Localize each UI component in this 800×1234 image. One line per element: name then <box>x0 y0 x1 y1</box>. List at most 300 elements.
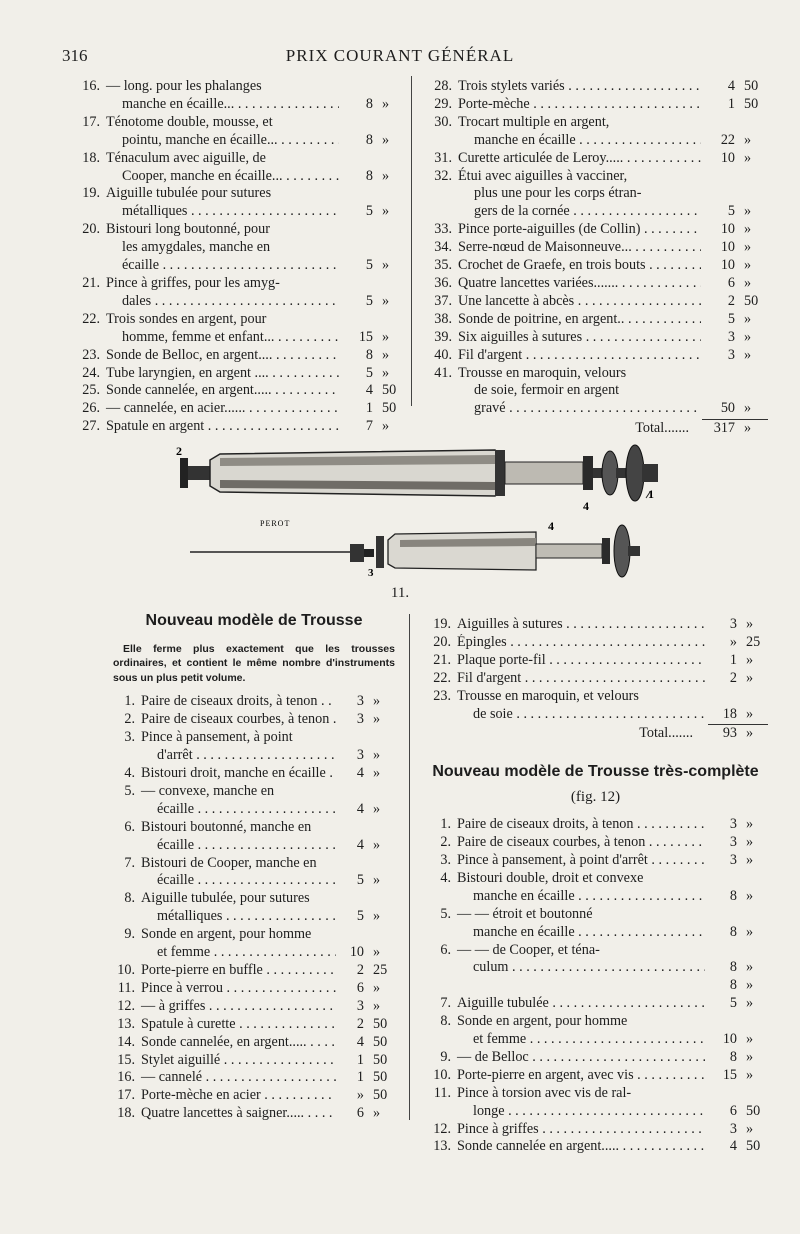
price-francs: 6 <box>727 274 735 291</box>
item-description: plus une pour les corps étran- <box>474 185 642 202</box>
item-number-spacer <box>113 908 135 926</box>
item-number: 1. <box>124 693 135 710</box>
item-description: Sonde de Belloc, en argent.... . . . <box>100 347 339 365</box>
item-description: Bistouri double, droit et convexe <box>457 869 644 886</box>
item-description: d'arrêt . . . <box>135 747 336 765</box>
price-centimes: 25 <box>746 633 761 650</box>
list-item-line <box>74 275 402 293</box>
price-francs: 317 <box>713 420 735 437</box>
price-francs: 8 <box>729 959 737 976</box>
item-description: Une lancette à abcès . . . <box>452 293 701 311</box>
price-centimes: 50 <box>744 95 759 112</box>
list-item <box>420 96 768 114</box>
item-number: 7. <box>124 854 135 871</box>
item-description: écaille . . . <box>100 257 339 275</box>
price <box>701 132 768 150</box>
item-number-spacer <box>420 203 452 221</box>
price-francs: 8 <box>729 887 737 904</box>
list-item-line <box>420 365 768 383</box>
price <box>705 852 768 870</box>
item-number: 4. <box>124 765 135 782</box>
item-number: 17. <box>82 113 100 130</box>
price <box>705 725 768 743</box>
price <box>705 834 768 852</box>
price <box>705 1121 768 1139</box>
item-number-spacer <box>113 747 135 765</box>
list-item <box>423 942 768 996</box>
price-centimes: » <box>744 239 752 256</box>
item-number-spacer <box>423 725 451 743</box>
price-centimes: » <box>373 800 381 817</box>
item-description: Sonde cannelée, en argent..... . . . <box>135 1034 336 1052</box>
price-francs: 6 <box>356 979 364 996</box>
price-centimes: » <box>373 997 381 1014</box>
price <box>336 908 395 926</box>
list-item <box>420 221 768 239</box>
item-number: 3. <box>440 851 451 868</box>
price-francs: 3 <box>356 747 364 764</box>
list-item-line <box>113 998 395 1016</box>
item-description: Pince à pansement, à point d'arrêt . . . <box>451 852 705 870</box>
price-centimes: 25 <box>373 962 388 978</box>
price-centimes: » <box>746 923 754 940</box>
item-number-spacer <box>74 293 100 311</box>
list-item-line <box>113 872 395 890</box>
item-number: 8. <box>440 1013 451 1030</box>
item-description: écaille . . . <box>135 801 336 819</box>
list-item-line <box>74 400 402 418</box>
list-item-line <box>423 1103 768 1121</box>
list-item-line <box>420 203 768 221</box>
item-number-spacer <box>423 706 451 724</box>
item-description: Stylet aiguillé . . . <box>135 1052 336 1070</box>
item-number-spacer <box>423 959 451 977</box>
price <box>705 1138 768 1156</box>
price-francs: 93 <box>722 725 737 742</box>
item-number: 24. <box>82 364 100 381</box>
list-item-line <box>74 347 402 365</box>
list-item-line <box>423 888 768 906</box>
price <box>701 275 768 293</box>
price-centimes: 50 <box>382 400 397 417</box>
price <box>339 293 402 311</box>
item-description: culum . . . <box>451 959 705 977</box>
list-item <box>423 995 768 1013</box>
price-centimes: 50 <box>373 1033 388 1050</box>
list-item-line <box>420 293 768 311</box>
list-item-line <box>113 1069 395 1087</box>
price-francs: 18 <box>722 705 737 722</box>
price-francs: 5 <box>365 257 373 274</box>
item-number: 32. <box>434 167 452 184</box>
price <box>336 801 395 819</box>
price <box>701 96 768 114</box>
large-syringe-illustration <box>180 445 658 501</box>
item-number: 4. <box>440 869 451 886</box>
price-centimes: » <box>746 959 754 976</box>
item-number: 23. <box>82 346 100 363</box>
list-item-line <box>74 311 402 329</box>
list-item <box>113 765 395 783</box>
price <box>701 400 768 418</box>
list-item-line <box>420 96 768 114</box>
item-number-spacer <box>113 872 135 890</box>
price <box>336 693 395 711</box>
price-centimes: » <box>744 257 752 274</box>
price <box>336 998 395 1016</box>
price <box>339 96 402 114</box>
list-item <box>423 670 768 688</box>
list-item <box>423 616 768 634</box>
item-description: Trousse en maroquin, velours <box>458 364 627 381</box>
price-centimes: » <box>744 420 752 437</box>
price-francs: 3 <box>729 1120 737 1137</box>
price-centimes: » <box>373 979 381 996</box>
price-centimes: » <box>373 872 381 889</box>
price-francs: 10 <box>720 149 735 166</box>
price-centimes: » <box>746 705 754 722</box>
list-item <box>113 1034 395 1052</box>
list-item <box>420 168 768 222</box>
price <box>336 872 395 890</box>
item-description: longe . . . <box>451 1103 705 1121</box>
item-number: 41. <box>434 364 452 381</box>
price-centimes: » <box>744 310 752 327</box>
item-number: 13. <box>117 1015 135 1032</box>
item-description: Paire de ciseaux courbes, à tenon . . . <box>135 711 336 729</box>
item-description: Bistouri long boutonné, pour <box>106 221 270 238</box>
item-description: Quatre lancettes à saigner..... . . . <box>135 1105 336 1123</box>
price-centimes: » <box>746 851 754 868</box>
price <box>701 311 768 329</box>
bottom-right-section <box>423 616 768 1156</box>
item-number-spacer <box>423 888 451 906</box>
list-item-line <box>113 693 395 711</box>
item-number: 10. <box>117 962 135 978</box>
item-number: 18. <box>117 1105 135 1122</box>
price <box>336 1052 395 1070</box>
price <box>701 347 768 365</box>
instrument-figure-11 <box>150 430 680 580</box>
item-number: 3. <box>124 729 135 746</box>
item-number: 38. <box>434 310 452 327</box>
item-description: les amygdales, manche en <box>122 239 271 256</box>
price-centimes: » <box>373 944 381 961</box>
price <box>701 257 768 275</box>
price-francs: 50 <box>720 400 735 417</box>
item-description: Porte-pierre en buffle . . . <box>135 962 336 980</box>
list-item <box>423 1013 768 1049</box>
item-description: Pince à griffes, pour les amyg- <box>106 274 280 291</box>
price-francs: 2 <box>356 962 364 978</box>
price <box>701 78 768 96</box>
list-item-line <box>74 293 402 311</box>
price-francs: 8 <box>365 131 373 148</box>
list-item <box>420 150 768 168</box>
item-number: 12. <box>117 997 135 1014</box>
price-centimes: 50 <box>373 1069 388 1086</box>
list-item <box>420 329 768 347</box>
list-item-line <box>420 329 768 347</box>
price-centimes: 50 <box>744 78 759 94</box>
item-number-spacer <box>74 96 100 114</box>
list-item-line <box>113 908 395 926</box>
list-item-line <box>423 870 768 888</box>
column-divider <box>411 76 412 406</box>
price-centimes: » <box>373 711 381 728</box>
item-number: 6. <box>440 941 451 958</box>
page-header <box>0 46 800 70</box>
price-francs: 3 <box>727 328 735 345</box>
item-number: 14. <box>117 1033 135 1050</box>
item-description: Ténaculum avec aiguille, de <box>106 149 266 166</box>
item-number: 17. <box>117 1087 135 1104</box>
price-centimes: » <box>746 834 754 851</box>
figure-label-2: 2 <box>176 444 182 458</box>
item-description: — de Belloc . . . <box>451 1049 705 1067</box>
list-item <box>420 293 768 311</box>
price-centimes: » <box>746 1066 754 1083</box>
item-number: 37. <box>434 292 452 309</box>
item-description: Sonde cannelée, en argent..... . . . <box>100 382 339 400</box>
item-description: Six aiguilles à sutures . . . <box>452 329 701 347</box>
list-item-line <box>423 1121 768 1139</box>
price-francs: 1 <box>365 400 373 417</box>
list-item <box>74 365 402 383</box>
item-description: Aiguille tubulée, pour sutures <box>141 890 310 907</box>
list-item <box>423 852 768 870</box>
price-francs: 1 <box>729 651 737 668</box>
price-centimes: » <box>382 257 390 274</box>
item-number-spacer <box>74 203 100 221</box>
item-number: 30. <box>434 113 452 130</box>
price-francs: 5 <box>365 292 373 309</box>
column-divider-bottom <box>409 614 410 1120</box>
list-item-line <box>423 906 768 924</box>
section-description: Elle ferme plus exactement que les trousses ordinaires, et contient le même nombre d'instruments sous un plus petit volume. <box>113 642 395 684</box>
item-description: Sonde en argent, pour homme <box>141 926 312 943</box>
price-centimes: » <box>373 908 381 925</box>
list-item-line <box>420 132 768 150</box>
price <box>701 221 768 239</box>
price <box>705 816 768 834</box>
item-number: 21. <box>82 274 100 291</box>
price-francs: 2 <box>356 1015 364 1032</box>
price-francs: » <box>729 633 737 650</box>
price-centimes: » <box>382 95 390 112</box>
list-item <box>420 347 768 365</box>
price-francs: 8 <box>729 923 737 940</box>
price-francs: 4 <box>356 800 364 817</box>
top-left-price-list <box>74 78 402 436</box>
item-number-spacer <box>423 1103 451 1121</box>
list-item-line <box>113 1034 395 1052</box>
item-description: Trois sondes en argent, pour <box>106 310 267 327</box>
item-number-spacer <box>74 329 100 347</box>
list-item-line <box>423 688 768 706</box>
list-item-line <box>74 114 402 132</box>
item-number: 11. <box>433 1084 451 1101</box>
item-description: Plaque porte-fil . . . <box>451 652 705 670</box>
item-number: 22. <box>433 669 451 686</box>
price-francs: 5 <box>727 203 735 220</box>
list-item <box>74 400 402 418</box>
list-item-line <box>113 855 395 873</box>
price <box>701 329 768 347</box>
item-description: Spatule à curette . . . <box>135 1016 336 1034</box>
item-description: et femme . . . <box>135 944 336 962</box>
item-number-spacer <box>113 801 135 819</box>
list-item-line <box>74 96 402 114</box>
item-number-spacer <box>423 1031 451 1049</box>
list-item-line <box>74 132 402 150</box>
price <box>705 1103 768 1121</box>
item-number: 29. <box>434 95 452 112</box>
item-number: 10. <box>433 1066 451 1083</box>
price-francs: 3 <box>356 997 364 1014</box>
item-description: Pince porte-aiguilles (de Collin) . . . <box>452 221 701 239</box>
list-item-line <box>420 257 768 275</box>
list-item-line <box>423 1085 768 1103</box>
price-francs: 22 <box>720 131 735 148</box>
price <box>705 1031 768 1049</box>
figure-label-4a: 4 <box>583 499 589 513</box>
item-number: 23. <box>433 687 451 704</box>
price <box>705 888 768 906</box>
item-number: 16. <box>117 1069 135 1086</box>
list-item <box>420 78 768 96</box>
price <box>705 977 768 995</box>
item-description: Pince à torsion avec vis de ral- <box>457 1084 632 1101</box>
item-description: Épingles . . . <box>451 634 705 652</box>
price-centimes: 50 <box>744 292 759 309</box>
price <box>701 203 768 221</box>
page-number: 316 <box>62 46 88 65</box>
list-item <box>113 980 395 998</box>
price <box>336 962 395 980</box>
price-francs: 5 <box>365 364 373 381</box>
price-francs: 4 <box>356 836 364 853</box>
item-number: 7. <box>440 995 451 1012</box>
price <box>705 1049 768 1067</box>
item-description: Fil d'argent . . . <box>452 347 701 365</box>
total-line <box>423 725 768 743</box>
item-number-spacer <box>74 132 100 150</box>
price <box>705 616 768 634</box>
price-francs: 7 <box>365 418 373 435</box>
list-item-line <box>420 382 768 400</box>
list-item-line <box>74 221 402 239</box>
item-number: 27. <box>82 418 100 435</box>
list-item <box>423 1049 768 1067</box>
price-francs: 3 <box>729 851 737 868</box>
price-centimes: » <box>744 274 752 291</box>
item-number: 16. <box>82 78 100 94</box>
item-number: 2. <box>440 834 451 851</box>
engraver-mark: PEROT <box>260 519 291 528</box>
item-number-spacer <box>113 837 135 855</box>
figure-label-1: 1 <box>648 487 654 501</box>
price <box>336 944 395 962</box>
item-number: 1. <box>440 816 451 833</box>
price-centimes: » <box>373 765 381 782</box>
item-number: 28. <box>434 78 452 94</box>
price-francs: 8 <box>729 1048 737 1065</box>
list-item <box>74 78 402 114</box>
list-item <box>113 693 395 711</box>
list-item <box>113 1016 395 1034</box>
list-item-line <box>74 168 402 186</box>
list-item-line <box>113 1105 395 1123</box>
price <box>705 634 768 652</box>
price-francs: 15 <box>358 328 373 345</box>
list-item <box>423 834 768 852</box>
item-number: 6. <box>124 818 135 835</box>
price-francs: 8 <box>365 346 373 363</box>
price-francs: » <box>356 1087 364 1104</box>
price-centimes: » <box>744 328 752 345</box>
item-description: Étui avec aiguilles à vacciner, <box>458 167 628 184</box>
list-item-line <box>113 747 395 765</box>
list-item <box>423 688 768 724</box>
list-item-line <box>113 1052 395 1070</box>
item-description: écaille . . . <box>135 872 336 890</box>
price-francs: 10 <box>722 1031 737 1048</box>
price-centimes: 50 <box>746 1102 761 1119</box>
list-item <box>423 1085 768 1121</box>
price-centimes: » <box>746 669 754 686</box>
item-number-spacer <box>420 132 452 150</box>
list-item-line <box>420 185 768 203</box>
bottom-right-price-list <box>423 616 768 723</box>
price-francs: 5 <box>356 908 364 925</box>
price-francs: 8 <box>365 167 373 184</box>
price-francs: 15 <box>722 1066 737 1083</box>
item-description: Sonde cannelée en argent..... . . . <box>451 1138 705 1156</box>
item-number: 12. <box>433 1120 451 1137</box>
price-centimes: » <box>746 816 754 833</box>
list-item-line <box>420 150 768 168</box>
item-description: Aiguille tubulée pour sutures <box>106 185 272 202</box>
price-centimes: » <box>746 887 754 904</box>
list-item-line <box>423 634 768 652</box>
list-item <box>113 729 395 765</box>
price <box>336 980 395 998</box>
item-description: manche en écaille . . . <box>451 924 705 942</box>
item-number: 19. <box>82 185 100 202</box>
price <box>339 365 402 383</box>
list-item-line <box>74 257 402 275</box>
price <box>705 706 768 724</box>
list-item <box>113 890 395 926</box>
list-item-line <box>423 1067 768 1085</box>
price-centimes: » <box>382 167 390 184</box>
price-francs: 3 <box>729 816 737 833</box>
list-item-line <box>423 924 768 942</box>
list-item <box>74 347 402 365</box>
list-item <box>113 1087 395 1105</box>
item-number-spacer <box>423 924 451 942</box>
price-centimes: » <box>744 131 752 148</box>
price-centimes: » <box>746 651 754 668</box>
item-description: — — étroit et boutonné <box>457 905 593 922</box>
list-item <box>113 1105 395 1123</box>
list-item-line <box>423 1138 768 1156</box>
list-item-line <box>113 801 395 819</box>
item-description: — cannelée, en acier...... . . . <box>100 400 339 418</box>
price-centimes: » <box>746 1031 754 1048</box>
price <box>339 203 402 221</box>
